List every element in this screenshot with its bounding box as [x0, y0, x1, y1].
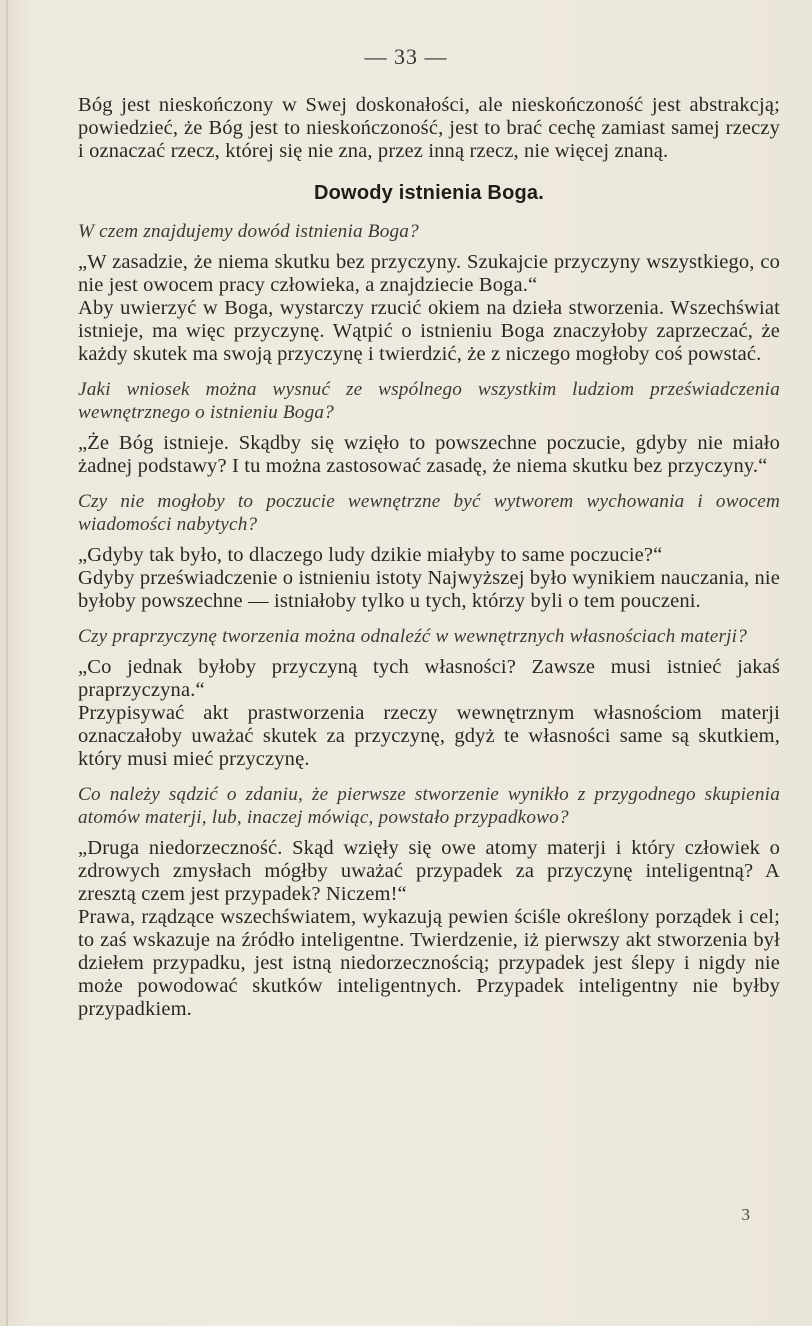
question-2: Jaki wniosek można wysnuć ze wspólnego wszystkim ludziom przeświadczenia wewnętrznego o istnieniu Boga?: [78, 379, 780, 423]
answer-1: „W zasadzie, że niema skutku bez przyczyny. Szukajcie przyczyny wszystkiego, co nie jest owocem pracy człowieka, a znajdziecie Boga.“: [78, 251, 780, 296]
printer-signature-mark: 3: [741, 1205, 750, 1224]
answer-5: „Druga niedorzeczność. Skąd wzięły się owe atomy materji i który człowiek o zdrowych zmysłach mógłby uważać przypadek za przyczynę inteligentną? A zresztą czem jest przypadek? Niczem!“: [78, 837, 780, 905]
commentary-1: Aby uwierzyć w Boga, wystarczy rzucić okiem na dzieła stworzenia. Wszechświat istnieje, ma więc przyczynę. Wątpić o istnieniu Boga znaczyłoby zaprzeczać, że każdy skutek ma swoją przyczynę i twierdzić, że z niczego mogłoby coś powstać.: [78, 297, 780, 365]
commentary-5: Prawa, rządzące wszechświatem, wykazują pewien ściśle określony porządek i cel; to zaś wskazuje na źródło inteligentne. Twierdzenie, iż pierwszy akt stworzenia był dziełem przypadku, jest istną niedorzecznością; przypadek jest ślepy i nigdy nie może powodować skutków inteligentnych. Przypadek inteligentny nie byłby przypadkiem.: [78, 906, 780, 1020]
answer-2: „Że Bóg istnieje. Skądby się wzięło to powszechne poczucie, gdyby nie miało żadnej podstawy? I tu można zastosować zasadę, że niema skutku bez przyczyny.“: [78, 432, 780, 477]
commentary-3: Gdyby przeświadczenie o istnieniu istoty Najwyższej było wynikiem nauczania, nie byłoby powszechne — istniałoby tylko u tych, którzy byli o tem pouczeni.: [78, 567, 780, 612]
intro-paragraph: Bóg jest nieskończony w Swej doskonałości, ale nieskończoność jest abstrakcją; powiedzieć, że Bóg jest to nieskończoność, jest to brać cechę zamiast samej rzeczy i oznaczać rzecz, której się nie zna, przez inną rzecz, nie więcej znaną.: [78, 94, 780, 162]
answer-4: „Co jednak byłoby przyczyną tych własności? Zawsze musi istnieć jakaś praprzyczyna.“: [78, 656, 780, 701]
page-binding-shadow: [6, 0, 8, 1326]
question-1: W czem znajdujemy dowód istnienia Boga?: [78, 221, 419, 242]
commentary-4: Przypisywać akt prastworzenia rzeczy wewnętrznym własnościom materji oznaczałoby uważać skutek za przyczynę, gdyż te własności same są skutkiem, który musi mieć przyczynę.: [78, 702, 780, 770]
answer-3: „Gdyby tak było, to dlaczego ludy dzikie miałyby to same poczucie?“: [78, 544, 663, 566]
page-body: [78, 94, 780, 1021]
section-heading: Dowody istnienia Boga.: [314, 182, 544, 204]
question-3: Czy nie mogłoby to poczucie wewnętrzne być wytworem wychowania i owocem wiadomości nabytych?: [78, 491, 780, 535]
question-5: Co należy sądzić o zdaniu, że pierwsze stworzenie wynikło z przygodnego skupienia atomów materji, lub, inaczej mówiąc, powstało przypadkowo?: [78, 784, 780, 828]
page-number: — 33 —: [364, 44, 448, 69]
question-4: Czy praprzyczynę tworzenia można odnaleźć w wewnętrznych własnościach materji?: [78, 626, 747, 647]
